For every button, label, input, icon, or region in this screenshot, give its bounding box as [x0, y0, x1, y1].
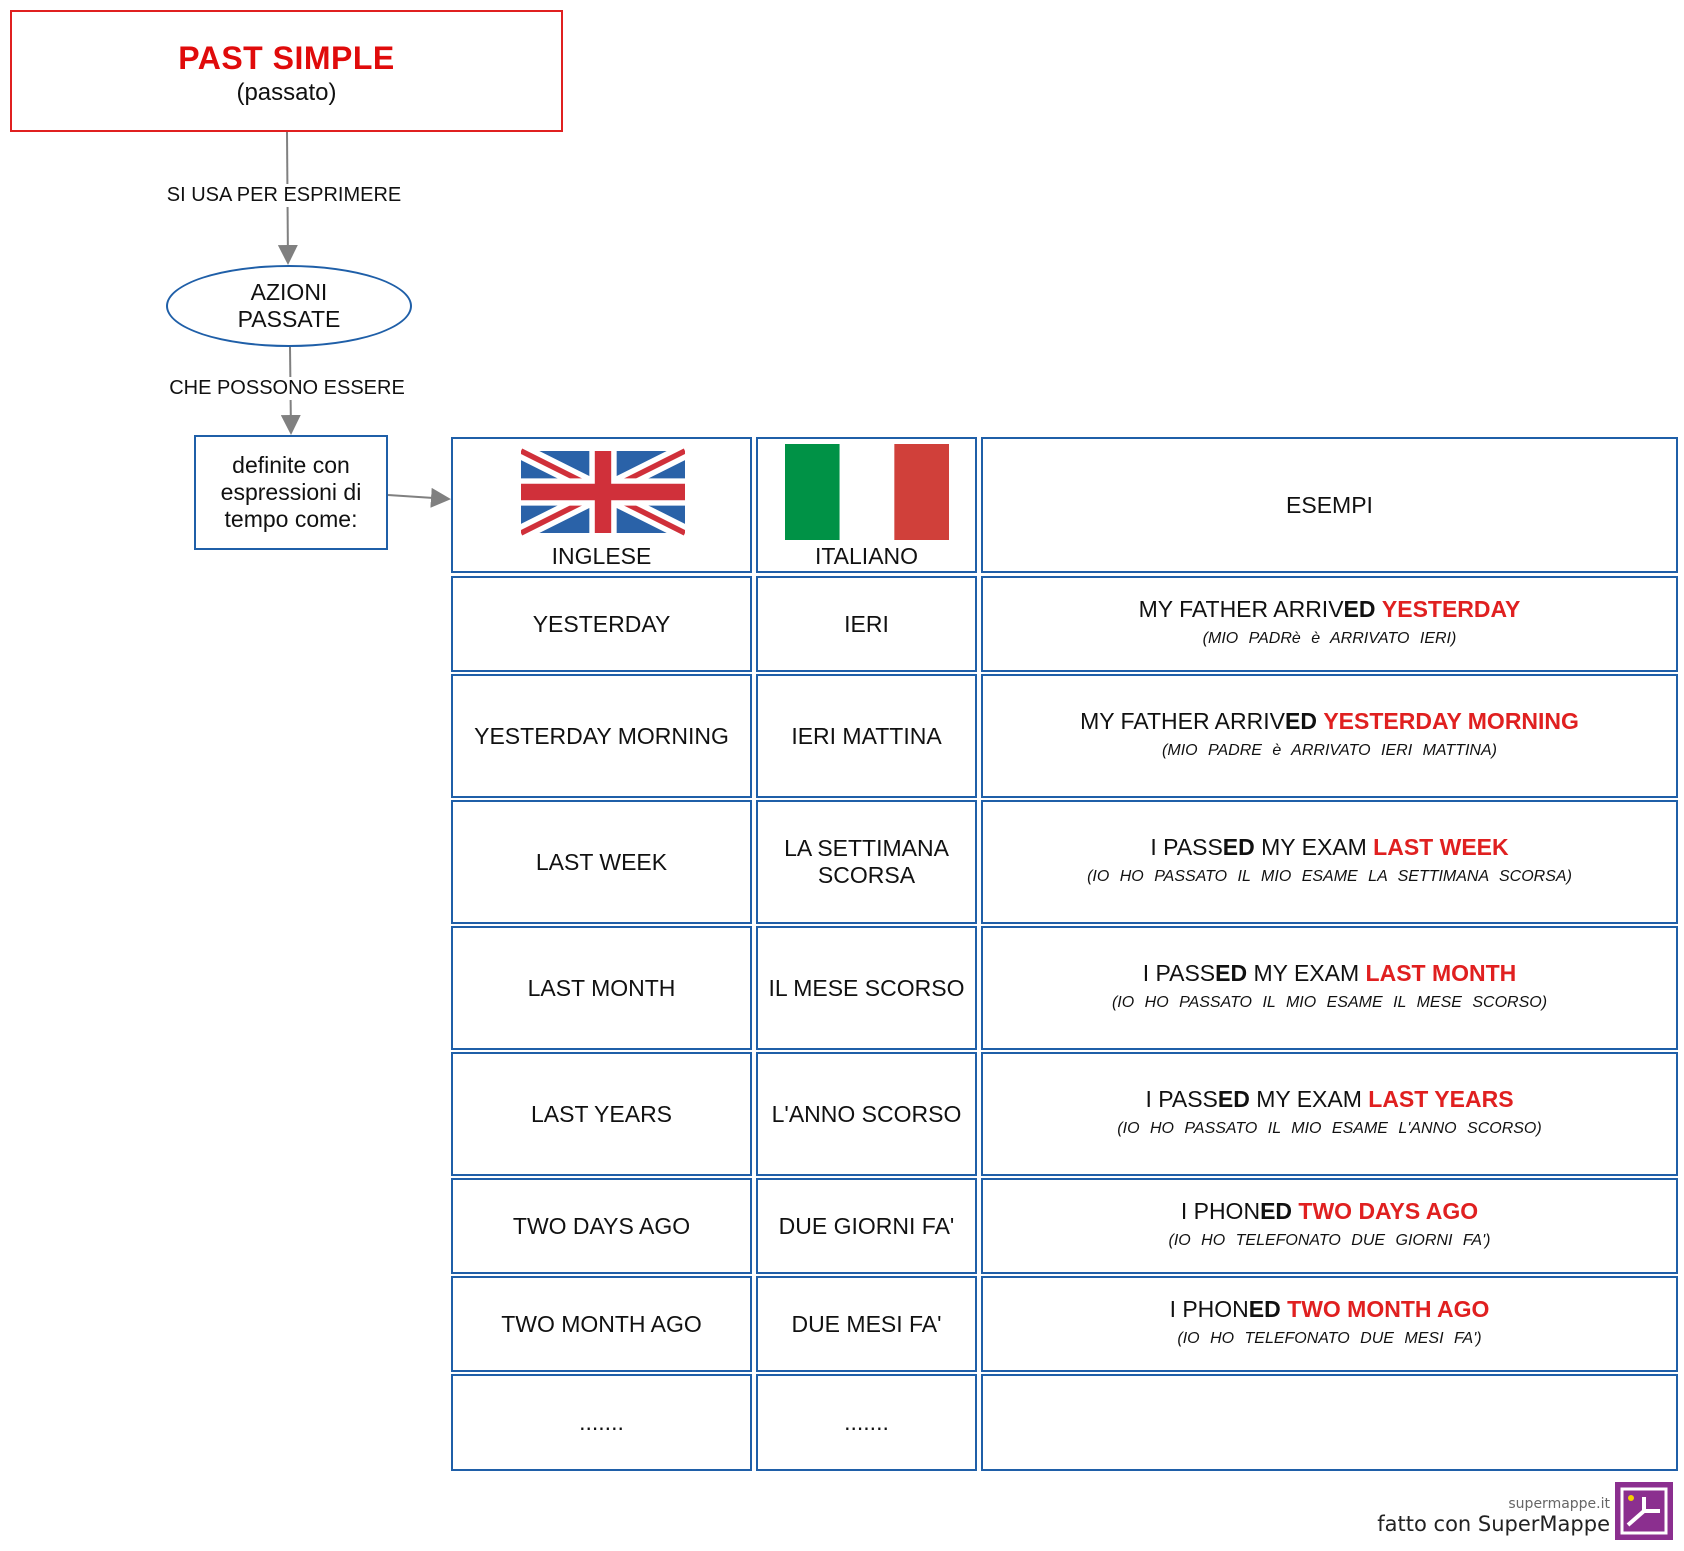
- row-6-example-sentence: I PHONED TWO MONTH AGO: [1169, 1296, 1490, 1322]
- row-4-english-text: LAST YEARS: [530, 1100, 673, 1127]
- row-2-english-text: LAST WEEK: [535, 848, 668, 875]
- row-0-english: [451, 576, 752, 672]
- oval-line1: AZIONI: [250, 279, 328, 305]
- row-5-example: [981, 1178, 1678, 1274]
- supermappe-logo-icon: [1614, 1481, 1674, 1541]
- row-1-english: [451, 674, 752, 798]
- row-5-italian: [756, 1178, 977, 1274]
- branding: [1340, 1496, 1610, 1536]
- title-sub: (passato): [236, 79, 337, 106]
- row-0-example-translation: (MIO PADRè è ARRIVATO IERI): [1202, 630, 1457, 647]
- row-1-italian-text: IERI MATTINA: [791, 722, 942, 749]
- row-1-italian: [756, 674, 977, 798]
- row-7-italian: [756, 1374, 977, 1471]
- link-label-second: CHE POSSONO ESSERE: [169, 377, 405, 399]
- row-4-english: [451, 1052, 752, 1176]
- row-4-italian: [756, 1052, 977, 1176]
- row-7-italian-text: .......: [844, 1409, 889, 1435]
- row-3-english: [451, 926, 752, 1050]
- uk-flag-icon: [521, 444, 685, 540]
- row-0-italian: [756, 576, 977, 672]
- row-5-italian-text: DUE GIORNI FA': [778, 1212, 955, 1239]
- row-5-example-sentence: I PHONED TWO DAYS AGO: [1180, 1198, 1479, 1224]
- row-5-english-text: TWO DAYS AGO: [512, 1212, 691, 1239]
- definite-node: [194, 435, 388, 550]
- row-3-example-translation: (IO HO PASSATO IL MIO ESAME IL MESE SCORSO): [1111, 994, 1548, 1011]
- definite-line2: espressioni di: [220, 479, 362, 505]
- oval-line2: PASSATE: [237, 306, 341, 332]
- row-0-example-sentence: MY FATHER ARRIVED YESTERDAY: [1138, 596, 1521, 622]
- row-4-italian-text: L'ANNO SCORSO: [771, 1100, 962, 1127]
- row-3-example: [981, 926, 1678, 1050]
- header-examples: [981, 437, 1678, 573]
- oval-node: [166, 265, 412, 347]
- title-node: [10, 10, 563, 132]
- row-2-english: [451, 800, 752, 924]
- row-6-example: [981, 1276, 1678, 1372]
- row-6-italian-text: DUE MESI FA': [791, 1310, 942, 1337]
- row-3-english-text: LAST MONTH: [527, 974, 676, 1001]
- branding-site: supermappe.it: [1508, 1496, 1610, 1512]
- row-2-example-sentence: I PASSED MY EXAM LAST WEEK: [1150, 834, 1509, 860]
- header-english: [451, 437, 752, 573]
- header-examples-label: ESEMPI: [1286, 491, 1373, 518]
- row-7-example: [981, 1374, 1678, 1471]
- row-1-example-sentence: MY FATHER ARRIVED YESTERDAY MORNING: [1080, 708, 1579, 734]
- connector-box-to-table: [388, 495, 449, 499]
- row-2-italian-text: LA SETTIMANA SCORSA: [784, 835, 949, 888]
- row-0-example: [981, 576, 1678, 672]
- row-6-example-translation: (IO HO TELEFONATO DUE MESI FA'): [1177, 1330, 1482, 1347]
- row-3-italian: [756, 926, 977, 1050]
- row-0-italian-text: IERI: [844, 610, 889, 637]
- row-6-english-text: TWO MONTH AGO: [501, 1310, 702, 1337]
- row-7-english-text: .......: [579, 1409, 624, 1435]
- definite-line1: definite con: [232, 452, 350, 478]
- header-italian: [756, 437, 977, 573]
- row-1-english-text: YESTERDAY MORNING: [474, 722, 729, 749]
- header-english-label: INGLESE: [551, 543, 652, 569]
- row-4-example-translation: (IO HO PASSATO IL MIO ESAME L'ANNO SCORSO): [1117, 1120, 1542, 1137]
- branding-made-with: fatto con SuperMappe: [1377, 1512, 1610, 1536]
- row-6-italian: [756, 1276, 977, 1372]
- row-2-italian: [756, 800, 977, 924]
- row-4-example-sentence: I PASSED MY EXAM LAST YEARS: [1145, 1086, 1514, 1112]
- italy-flag-icon: [785, 444, 949, 540]
- title-main: PAST SIMPLE: [178, 40, 395, 76]
- header-italian-label: ITALIANO: [814, 543, 919, 569]
- row-3-italian-text: IL MESE SCORSO: [768, 974, 965, 1001]
- row-3-example-sentence: I PASSED MY EXAM LAST MONTH: [1142, 960, 1517, 986]
- row-5-example-translation: (IO HO TELEFONATO DUE GIORNI FA'): [1168, 1232, 1491, 1249]
- link-label-first: SI USA PER ESPRIMERE: [166, 184, 402, 206]
- row-6-english: [451, 1276, 752, 1372]
- row-2-example: [981, 800, 1678, 924]
- row-7-english: [451, 1374, 752, 1471]
- row-1-example: [981, 674, 1678, 798]
- definite-line3: tempo come:: [224, 506, 358, 532]
- row-0-english-text: YESTERDAY: [532, 610, 671, 637]
- row-1-example-translation: (MIO PADRE è ARRIVATO IERI MATTINA): [1162, 742, 1497, 759]
- row-2-example-translation: (IO HO PASSATO IL MIO ESAME LA SETTIMANA SCORSA): [1087, 868, 1572, 885]
- row-4-example: [981, 1052, 1678, 1176]
- row-5-english: [451, 1178, 752, 1274]
